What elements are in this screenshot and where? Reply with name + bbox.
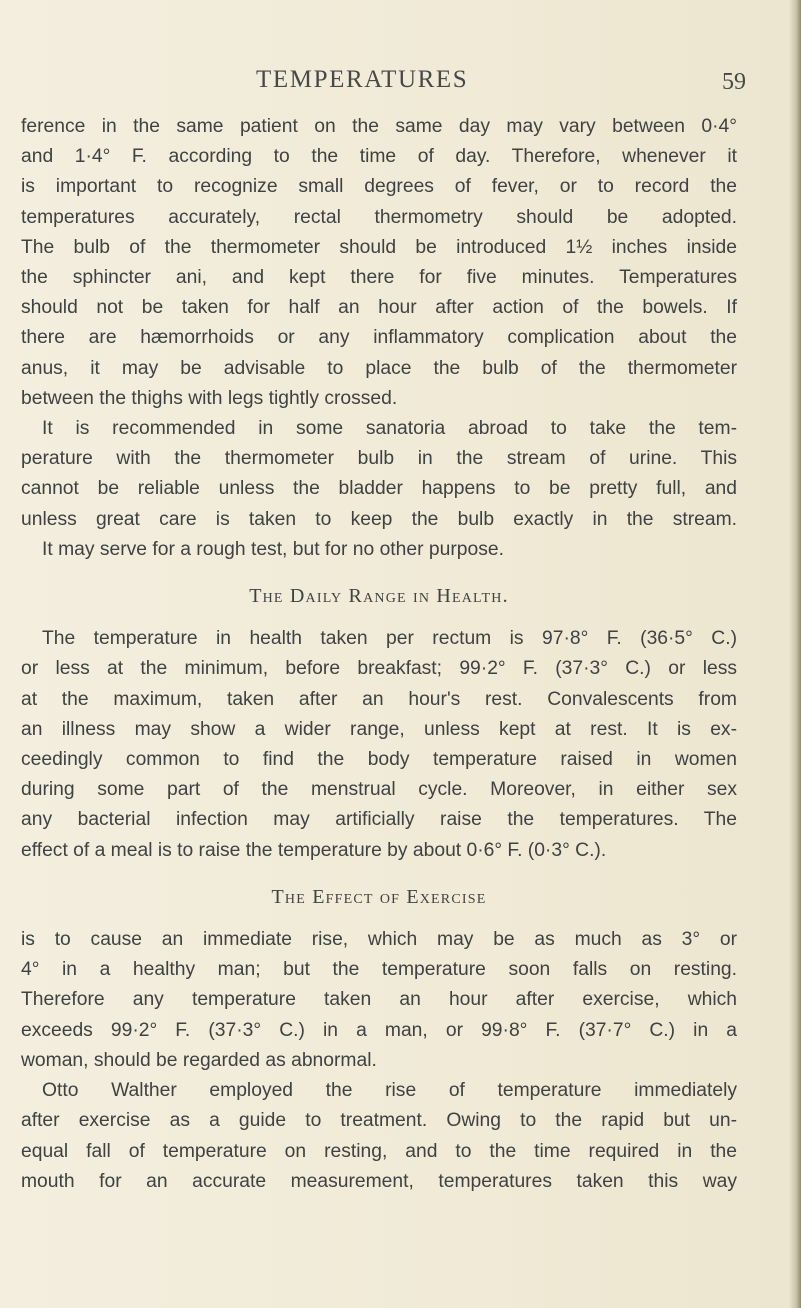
text-line: equal fall of temperature on resting, and to the time required in the [21, 1140, 737, 1162]
text-line: It is recommended in some sanatoria abroad to take the tem- [42, 418, 737, 440]
paragraph-otto-walther [21, 1076, 737, 1197]
section-heading-text: The Effect of Exercise [271, 885, 487, 908]
section-heading-text: The Daily Range in Health. [249, 585, 509, 608]
text-line: It may serve for a rough test, but for no other purpose. [42, 538, 504, 560]
text-line: unless great care is taken to keep the bulb exactly in the stream. [21, 508, 737, 530]
text-line: there are hæmorrhoids or any inflammatory complication about the [21, 327, 737, 349]
text-line: any bacterial infection may artificially raise the temperatures. The [21, 809, 737, 831]
text-line: or less at the minimum, before breakfast; 99·2° F. (37·3° C.) or less [21, 658, 737, 680]
text-line: is important to recognize small degrees of fever, or to record the [21, 176, 737, 198]
running-head [0, 66, 801, 100]
paragraph-daily-range [21, 624, 737, 866]
text-line: should not be taken for half an hour after action of the bowels. If [21, 297, 737, 319]
paragraph-continued [21, 112, 737, 414]
page-number: 59 [722, 69, 746, 95]
page-edge-shadow [789, 0, 801, 1308]
text-line: the sphincter ani, and kept there for five minutes. Temperatures [21, 267, 737, 289]
text-line: mouth for an accurate measurement, temperatures taken this way [21, 1170, 737, 1192]
section-heading-exercise [21, 882, 737, 913]
text-line: exceeds 99·2° F. (37·3° C.) in a man, or 99·8° F. (37·7° C.) in a [21, 1019, 737, 1041]
text-line: perature with the thermometer bulb in the stream of urine. This [21, 448, 737, 470]
text-line: between the thighs with legs tightly crossed. [21, 387, 398, 409]
paragraph-sanatoria [21, 414, 737, 565]
text-line: at the maximum, taken after an hour's rest. Convalescents from [21, 688, 737, 710]
text-line: an illness may show a wider range, unless kept at rest. It is ex- [21, 718, 737, 740]
text-line: anus, it may be advisable to place the bulb of the thermometer [21, 357, 737, 379]
text-line: The temperature in health taken per rectum is 97·8° F. (36·5° C.) [42, 628, 737, 650]
paragraph-exercise [21, 925, 737, 1076]
section-heading-daily-range [21, 581, 737, 612]
body-text [21, 112, 737, 1197]
text-line: ceedingly common to find the body temperature raised in women [21, 749, 737, 771]
text-line: woman, should be regarded as abnormal. [21, 1049, 377, 1071]
text-line: cannot be reliable unless the bladder happens to be pretty full, and [21, 478, 737, 500]
text-line: after exercise as a guide to treatment. Owing to the rapid but un- [21, 1110, 737, 1132]
text-line: effect of a meal is to raise the temperature by about 0·6° F. (0·3° C.). [21, 839, 607, 861]
running-title: TEMPERATURES [256, 66, 469, 93]
text-line: during some part of the menstrual cycle. Moreover, in either sex [21, 779, 737, 801]
text-line: Therefore any temperature taken an hour after exercise, which [21, 989, 737, 1011]
text-line: The bulb of the thermometer should be introduced 1½ inches inside [21, 236, 737, 258]
text-line: is to cause an immediate rise, which may be as much as 3° or [21, 929, 737, 951]
text-line: temperatures accurately, rectal thermometry should be adopted. [21, 206, 737, 228]
text-line: Otto Walther employed the rise of temperature immediately [42, 1080, 737, 1102]
text-line: ference in the same patient on the same day may vary between 0·4° [21, 116, 737, 137]
text-line: and 1·4° F. according to the time of day. Therefore, whenever it [21, 146, 737, 168]
text-line: 4° in a healthy man; but the temperature soon falls on resting. [21, 959, 737, 981]
